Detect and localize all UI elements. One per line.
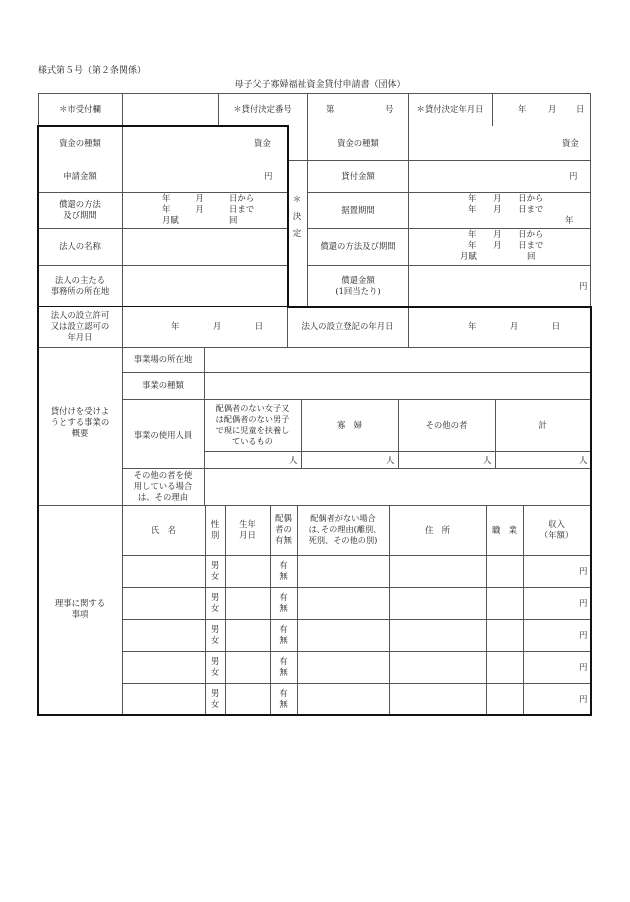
permit-date-label: 法人の設立許可 又は設立認可の 年月日 <box>50 310 110 342</box>
row1-sex-options: 男 女 <box>210 560 220 581</box>
row1-spouse-options: 有 無 <box>279 560 288 581</box>
decision-repay-installments: 月賦 回 <box>460 251 536 261</box>
header-address: 住 所 <box>424 525 451 535</box>
other-reason-label: その他の者を使 用している場合 は、その理由 <box>133 470 193 502</box>
row3-spouse-options: 有 無 <box>279 624 288 645</box>
col-single-parent: 配偶者のない女子又 は配偶者のない男子 で現に児童を扶養し ているもの <box>215 403 290 446</box>
repay-from: 年 月 日から <box>162 193 255 203</box>
amount-label: 申請金額 <box>63 171 97 181</box>
loan-amount-yen: 円 <box>569 171 578 181</box>
corp-name-label: 法人の名称 <box>59 241 101 251</box>
row5-spouse-options: 有 無 <box>279 688 288 709</box>
header-job: 職 業 <box>491 525 518 535</box>
directors-section-label: 理事に関する 事項 <box>54 598 106 619</box>
header-sex: 性 別 <box>210 519 220 540</box>
amount-yen: 円 <box>264 171 273 181</box>
row3-sex-options: 男 女 <box>210 624 220 645</box>
header-income: 収入 （年額） <box>539 519 574 540</box>
business-section-label: 貸付けを受けよ うとする事業の 概要 <box>50 406 110 438</box>
fund-type-label: 資金の種類 <box>59 138 101 148</box>
decision-repay-from: 年 月 日から <box>468 229 544 239</box>
unit-total: 人 <box>579 455 588 465</box>
employees-label: 事業の使用人員 <box>133 430 193 440</box>
repay-method-label: 償還の方法 及び期間 <box>59 199 101 220</box>
col-total: 計 <box>538 420 547 430</box>
fund-type-suffix: 資金 <box>254 138 271 148</box>
decision-marker-star: ＊ <box>292 195 302 205</box>
decision-month: 月 <box>548 104 557 114</box>
decision-repay-to: 年 月 日まで <box>468 240 544 250</box>
grace-to: 年 月 日まで <box>468 204 544 214</box>
decision-year: 年 <box>518 104 527 114</box>
unit-single-parent: 人 <box>289 455 298 465</box>
grace-period-label: 据置期間 <box>341 205 375 215</box>
row4-spouse-options: 有 無 <box>279 656 288 677</box>
repay-to: 年 月 日まで <box>162 204 255 214</box>
row5-income-yen: 円 <box>579 694 588 704</box>
decision-repay-label: 償還の方法及び期間 <box>320 241 396 251</box>
repay-amount-yen: 円 <box>579 281 588 291</box>
business-location-label: 事業場の所在地 <box>133 354 193 364</box>
grace-from: 年 月 日から <box>468 193 544 203</box>
decision-fund-type-label: 資金の種類 <box>337 138 379 148</box>
decision-day: 日 <box>576 104 585 114</box>
office-address-label: 法人の主たる 事務所の所在地 <box>50 275 110 296</box>
loan-amount-label: 貸付金額 <box>341 171 375 181</box>
header-reason: 配偶者がない場合 は､その理由(離別､ 死別、その他の別) <box>308 513 378 545</box>
header-birth: 生年 月日 <box>239 519 256 540</box>
business-type-label: 事業の種類 <box>142 380 184 390</box>
form-number: 様式第５号（第２条関係） <box>38 66 147 76</box>
repay-installments: 月賦 回 <box>162 215 238 225</box>
unit-widow: 人 <box>386 455 395 465</box>
decision-fund-suffix: 資金 <box>562 138 579 148</box>
permit-date-value: 年 月 日 <box>171 321 264 331</box>
unit-other: 人 <box>483 455 492 465</box>
col-widow: 寡 婦 <box>336 420 363 430</box>
header-name: 氏 名 <box>150 525 177 535</box>
row1-income-yen: 円 <box>579 566 588 576</box>
registration-date-value: 年 月 日 <box>468 321 561 331</box>
repay-amount-label: 償還金額 (1回当たり) <box>335 275 381 296</box>
row4-sex-options: 男 女 <box>210 656 220 677</box>
decision-number-label: ＊貸付決定番号 <box>233 104 292 114</box>
row3-income-yen: 円 <box>579 630 588 640</box>
reception-label: ＊市受付欄 <box>59 104 101 114</box>
row2-spouse-options: 有 無 <box>279 592 288 613</box>
row2-sex-options: 男 女 <box>210 592 220 613</box>
decision-date-label: ＊貸付決定年月日 <box>416 104 484 114</box>
form-title: 母子父子寡婦福祉資金貸付申請書（団体） <box>234 80 406 90</box>
decision-marker-tei: 定 <box>292 229 302 239</box>
go-text: 号 <box>385 104 394 114</box>
row2-income-yen: 円 <box>579 598 588 608</box>
row5-sex-options: 男 女 <box>210 688 220 709</box>
registration-date-label: 法人の設立登記の年月日 <box>301 321 394 331</box>
header-spouse: 配偶 者の 有無 <box>275 513 292 545</box>
row4-income-yen: 円 <box>579 662 588 672</box>
dai-text: 第 <box>326 104 335 114</box>
grace-years: 年 <box>565 215 574 225</box>
decision-marker-ketsu: 決 <box>292 212 302 222</box>
col-other: その他の者 <box>425 420 468 430</box>
